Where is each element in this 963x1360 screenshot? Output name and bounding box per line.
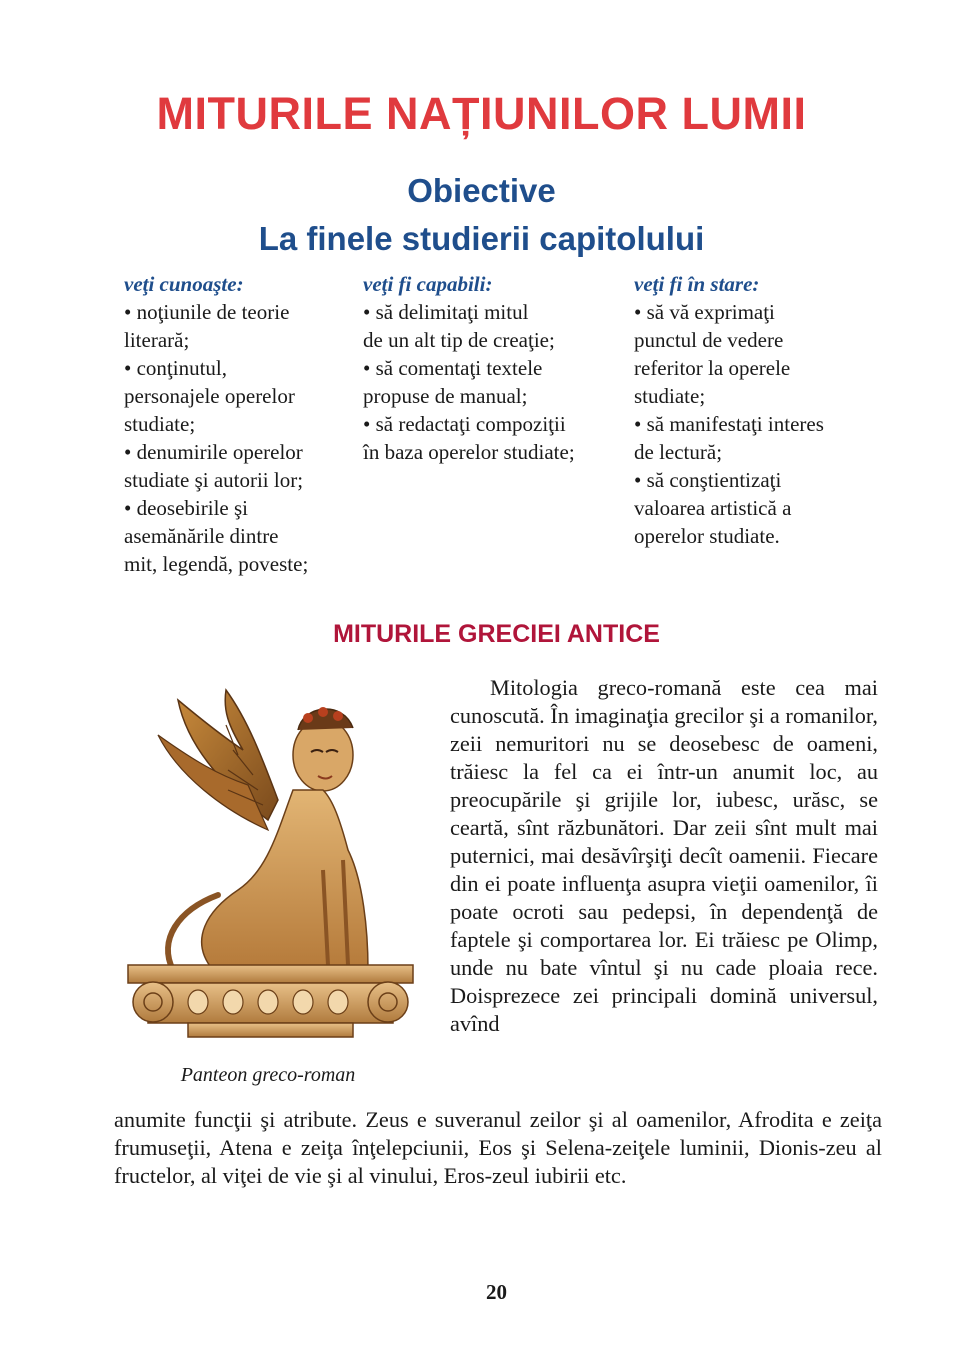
column-heading: veţi cunoaşte: xyxy=(124,272,244,296)
column-heading: veţi fi capabili: xyxy=(363,272,493,296)
objectives-column-know xyxy=(124,270,354,578)
objectives-subtitle: La finele studierii capitolului xyxy=(258,220,705,257)
section-title: MITURILE GRECIEI ANTICE xyxy=(333,620,660,648)
objective-item: • conţinutul, personajele operelor studiate; xyxy=(124,356,295,436)
page-number: 20 xyxy=(486,1280,507,1304)
objectives-column-capable xyxy=(634,270,874,550)
page-title: MITURILE NAȚIUNILOR LUMII xyxy=(156,88,807,139)
column-heading: veţi fi în stare: xyxy=(634,272,760,296)
objective-item: • noţiunile de teorie literară; xyxy=(124,300,290,352)
sphinx-illustration xyxy=(118,680,418,1050)
objective-item: • să comentaţi textele propuse de manual; xyxy=(363,356,543,408)
figure-caption: Panteon greco-roman xyxy=(180,1064,356,1086)
objectives-column-able xyxy=(363,270,625,466)
paragraph-wrapped xyxy=(450,674,878,1038)
objective-item: • să delimitaţi mitul de un alt tip de creaţie; xyxy=(363,300,555,352)
objective-item: • să conştientizaţi valoarea artistică a operelor studiate. xyxy=(634,468,792,548)
objective-item: • denumirile operelor studiate şi autorii lor; xyxy=(124,440,304,492)
objective-item: • să redactaţi compoziţii în baza operelor studiate; xyxy=(363,412,575,464)
objectives-title: Obiective xyxy=(407,172,556,209)
objective-item: • deosebirile şi asemănările dintre mit, legendă, poveste; xyxy=(124,496,309,576)
paragraph-text: Mitologia greco-romană este cea mai cunoscută. În imaginaţia grecilor şi a romanilor, zeii nemuritori nu se deosebesc de oameni, trăiesc la fel ca ei într-un anumit loc, au preocupările şi grijile lor, iubesc, urăsc, se ceartă, sînt răzbunători. Dar zeii sînt mult mai puternici, mai desăvîrşiţi decît oamenii. Fiecare din ei poate influenţa asupra vieţii oamenilor, îi poate ocroti sau pedepsi, în dependenţă de faptele şi comportarea lor. Ei trăiesc pe Olimp, unde nu bate vîntul şi nu cade ploaia rece. Doisprezece zei principali domină universul, avînd xyxy=(450,675,878,1036)
objective-item: • să manifestaţi interes de lectură; xyxy=(634,412,824,464)
paragraph-continued: anumite funcţii şi atribute. Zeus e suveranul zeilor şi al oamenilor, Afrodita e zeiţa frumuseţii, Atena e zeiţa înţelepciunii, Eos şi Selena-zeiţele luminii, Dionis-zeu al fructelor, al viţei de vie şi al vinului, Eros-zeul iubirii etc. xyxy=(114,1107,882,1188)
objective-item: • să vă exprimaţi punctul de vedere referitor la operele studiate; xyxy=(634,300,791,408)
